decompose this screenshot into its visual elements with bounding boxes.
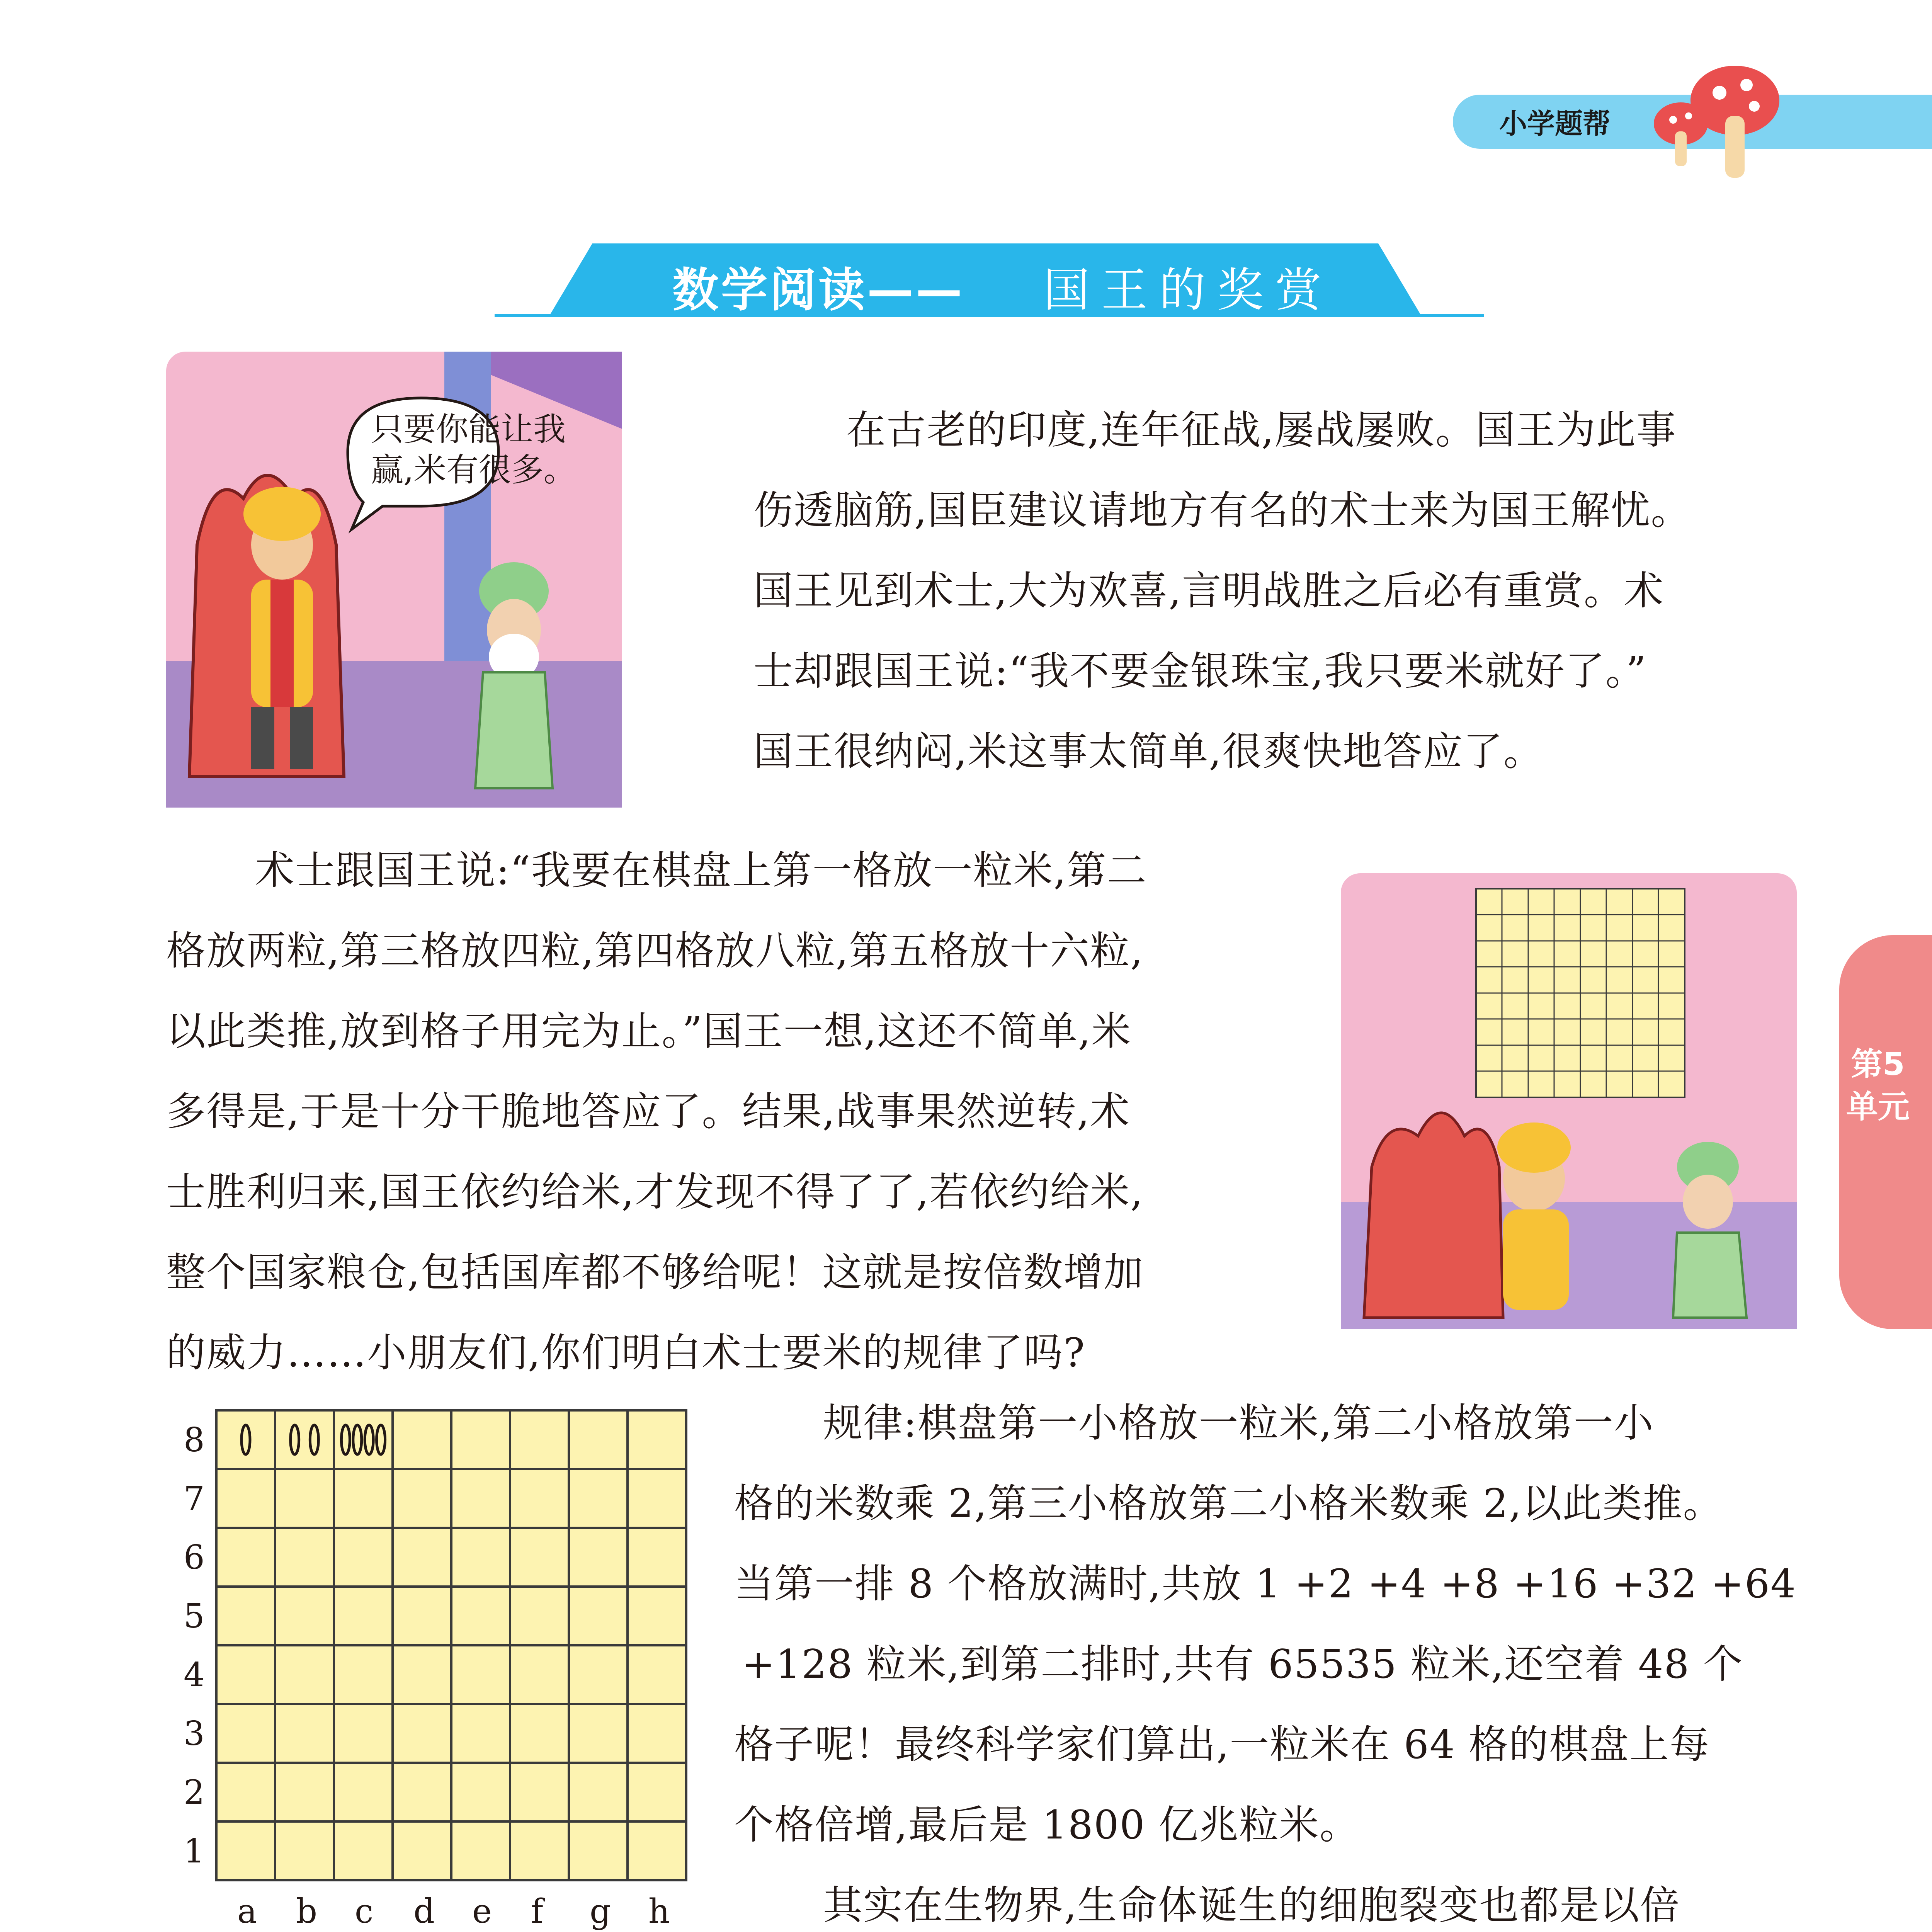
story-line-4: 多得是,于是十分干脆地答应了。结果,战事果然逆转,术 [166,1089,1131,1135]
board-cell-f7 [510,1469,569,1528]
board-cell-a4 [216,1645,275,1704]
col-label: f [531,1892,543,1931]
intro-line-3: 国王见到术士,大为欢喜,言明战胜之后必有重赏。术 [753,568,1664,614]
story-line-7: 的威力……小朋友们,你们明白术士要米的规律了吗? [166,1330,1086,1376]
board-cell-f1 [510,1821,569,1880]
board-cell-g2 [569,1763,628,1821]
rule-line-2: 格的米数乘 2,第三小格放第二小格米数乘 2,以此类推。 [734,1481,1723,1527]
board-cell-a7 [216,1469,275,1528]
board-cell-d6 [393,1528,451,1587]
board-cell-e8 [451,1410,510,1469]
speech-line-1: 只要你能让我 [371,410,566,448]
unit-tab [1839,935,1932,1329]
intro-line-5: 国王很纳闷,米这事太简单,很爽快地答应了。 [753,729,1544,775]
mushroom-icon [1638,58,1785,182]
board-cell-a8 [216,1410,275,1469]
chessboard-illustration [1341,873,1797,1329]
board-cell-g6 [569,1528,628,1587]
brand-label: 小学题帮 [1499,107,1611,140]
board-cell-b3 [275,1704,334,1763]
story-line-2: 格放两粒,第三格放四粒,第四格放八粒,第五格放十六粒, [166,928,1144,974]
board-cell-d3 [393,1704,451,1763]
board-cell-a5 [216,1587,275,1645]
board-cell-a6 [216,1528,275,1587]
board-cell-g1 [569,1821,628,1880]
row-label: 3 [184,1714,205,1753]
col-label: b [296,1892,318,1931]
board-cell-e2 [451,1763,510,1821]
board-cell-c6 [334,1528,393,1587]
board-cell-d4 [393,1645,451,1704]
board-cell-c5 [334,1587,393,1645]
board-cell-c2 [334,1763,393,1821]
row-label: 6 [184,1538,205,1577]
board-cell-a3 [216,1704,275,1763]
board-cell-g7 [569,1469,628,1528]
story-line-3: 以此类推,放到格子用完为止。”国王一想,这还不简单,米 [166,1009,1132,1054]
board-cell-h5 [628,1587,686,1645]
board-cell-h6 [628,1528,686,1587]
board-cell-b2 [275,1763,334,1821]
col-label: e [472,1892,492,1931]
intro-line-1: 在古老的印度,连年征战,屡战屡败。国王为此事 [846,407,1677,453]
board-cell-g8 [569,1410,628,1469]
rule-line-4: +128 粒米,到第二排时,共有 65535 粒米,还空着 48 个 [742,1641,1743,1687]
story-line-6: 整个国家粮仓,包括国库都不够给呢！这就是按倍数增加 [166,1250,1144,1296]
story-line-1: 术士跟国王说:“我要在棋盘上第一格放一粒米,第二 [255,848,1147,894]
board-cell-g5 [569,1587,628,1645]
board-cell-h1 [628,1821,686,1880]
board-cell-c7 [334,1469,393,1528]
intro-line-2: 伤透脑筋,国臣建议请地方有名的术士来为国王解忧。 [753,488,1691,534]
king-illustration [166,352,622,808]
board-cell-f2 [510,1763,569,1821]
board-cell-f6 [510,1528,569,1587]
unit-label: 第5单元 [1846,1046,1910,1125]
board-cell-f8 [510,1410,569,1469]
row-label: 8 [184,1421,205,1459]
board-cell-f3 [510,1704,569,1763]
board-cell-h4 [628,1645,686,1704]
board-cell-c1 [334,1821,393,1880]
col-label: g [590,1892,611,1931]
rule-line-6: 个格倍增,最后是 1800 亿兆粒米。 [734,1802,1360,1848]
row-label: 4 [184,1656,205,1694]
board-cell-d8 [393,1410,451,1469]
board-cell-a1 [216,1821,275,1880]
rule-line-5: 格子呢！最终科学家们算出,一粒米在 64 格的棋盘上每 [734,1722,1710,1768]
board-cell-g3 [569,1704,628,1763]
board-cell-d7 [393,1469,451,1528]
board-cell-b8 [275,1410,334,1469]
rule-line-7: 其实在生物界,生命体诞生的细胞裂变也都是以倍 [823,1883,1680,1929]
col-label: d [413,1892,435,1931]
col-label: c [355,1892,374,1931]
board-cell-c3 [334,1704,393,1763]
rule-line-1: 规律:棋盘第一小格放一粒米,第二小格放第一小 [823,1400,1654,1446]
board-cell-e5 [451,1587,510,1645]
page-title: 数学阅读—— [672,264,964,317]
board-cell-e7 [451,1469,510,1528]
board-cell-e6 [451,1528,510,1587]
board-cell-h7 [628,1469,686,1528]
board-cell-b1 [275,1821,334,1880]
col-label: a [237,1892,257,1931]
board-cell-b5 [275,1587,334,1645]
row-label: 1 [184,1832,205,1871]
page-subtitle: 国王的奖赏 [1043,264,1333,317]
board-cell-d1 [393,1821,451,1880]
story-line-5: 士胜利归来,国王依约给米,才发现不得了了,若依约给米, [166,1169,1144,1215]
board-cell-d5 [393,1587,451,1645]
col-label: h [648,1892,670,1931]
board-cell-e4 [451,1645,510,1704]
intro-line-4: 士却跟国王说:“我不要金银珠宝,我只要米就好了。” [753,648,1647,694]
board-cell-b6 [275,1528,334,1587]
row-label: 7 [184,1480,205,1518]
board-cell-e1 [451,1821,510,1880]
board-cell-b7 [275,1469,334,1528]
chessboard [166,1391,707,1932]
board-cell-h3 [628,1704,686,1763]
board-cell-b4 [275,1645,334,1704]
row-label: 5 [184,1597,205,1636]
speech-line-2: 赢,米有很多。 [371,451,576,489]
board-cell-g4 [569,1645,628,1704]
board-cell-a2 [216,1763,275,1821]
board-cell-h8 [628,1410,686,1469]
row-label: 2 [184,1773,205,1812]
rule-line-3: 当第一排 8 个格放满时,共放 1 +2 +4 +8 +16 +32 +64 [734,1561,1796,1607]
board-cell-f4 [510,1645,569,1704]
board-cell-e3 [451,1704,510,1763]
board-cell-h2 [628,1763,686,1821]
board-cell-f5 [510,1587,569,1645]
board-cell-c4 [334,1645,393,1704]
board-cell-d2 [393,1763,451,1821]
